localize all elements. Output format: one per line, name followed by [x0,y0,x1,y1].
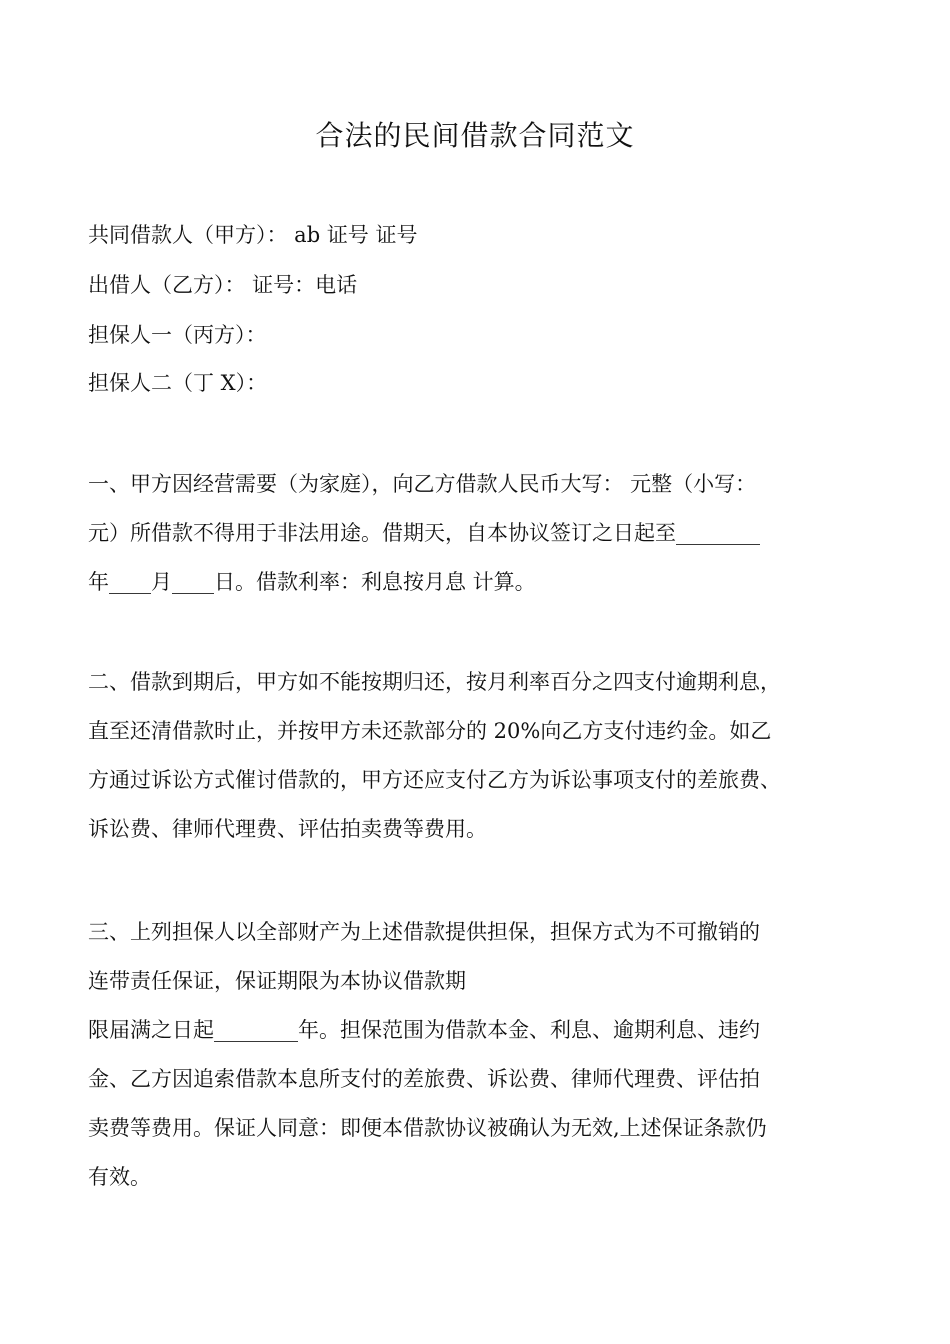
clause-three-line: 卖费等费用。保证人同意：即便本借款协议被确认为无效,上述保证条款仍 [88,1116,767,1140]
clause-one-line: 年____月____日。借款利率：利息按月息 计算。 [88,570,536,594]
document-title: 合法的民间借款合同范文 [315,119,635,152]
borrower-line: 共同借款人（甲方）： ab 证号 证号 [88,223,418,247]
clause-three-line: 有效。 [88,1165,151,1189]
clause-three-line: 金、乙方因追索借款本息所支付的差旅费、诉讼费、律师代理费、评估拍 [88,1067,760,1091]
clause-two-line: 直至还清借款时止，并按甲方未还款部分的 20%向乙方支付违约金。如乙 [88,719,772,743]
clause-one-line: 元）所借款不得用于非法用途。借期天，自本协议签订之日起至________ [88,521,760,545]
clause-three-line: 三、上列担保人以全部财产为上述借款提供担保，担保方式为不可撤销的 [88,920,760,944]
clause-two-line: 二、借款到期后，甲方如不能按期归还，按月利率百分之四支付逾期利息， [88,670,781,694]
clause-one [88,460,868,607]
clause-three-line: 连带责任保证，保证期限为本协议借款期 [88,969,466,993]
lender-line: 出借人（乙方）： 证号：电话 [88,273,358,297]
clause-three [88,908,868,1202]
clause-three-line: 限届满之日起________年。担保范围为借款本金、利息、逾期利息、违约 [88,1018,760,1042]
guarantor-one-line: 担保人一（丙方）： [88,323,267,347]
clause-two [88,658,868,854]
guarantor-two-line: 担保人二（丁 X）： [88,371,268,395]
clause-two-line: 诉讼费、律师代理费、评估拍卖费等费用。 [88,817,487,841]
clause-two-line: 方通过诉讼方式催讨借款的，甲方还应支付乙方为诉讼事项支付的差旅费、 [88,768,781,792]
clause-one-line: 一、甲方因经营需要（为家庭），向乙方借款人民币大写： 元整（小写： [88,472,757,496]
